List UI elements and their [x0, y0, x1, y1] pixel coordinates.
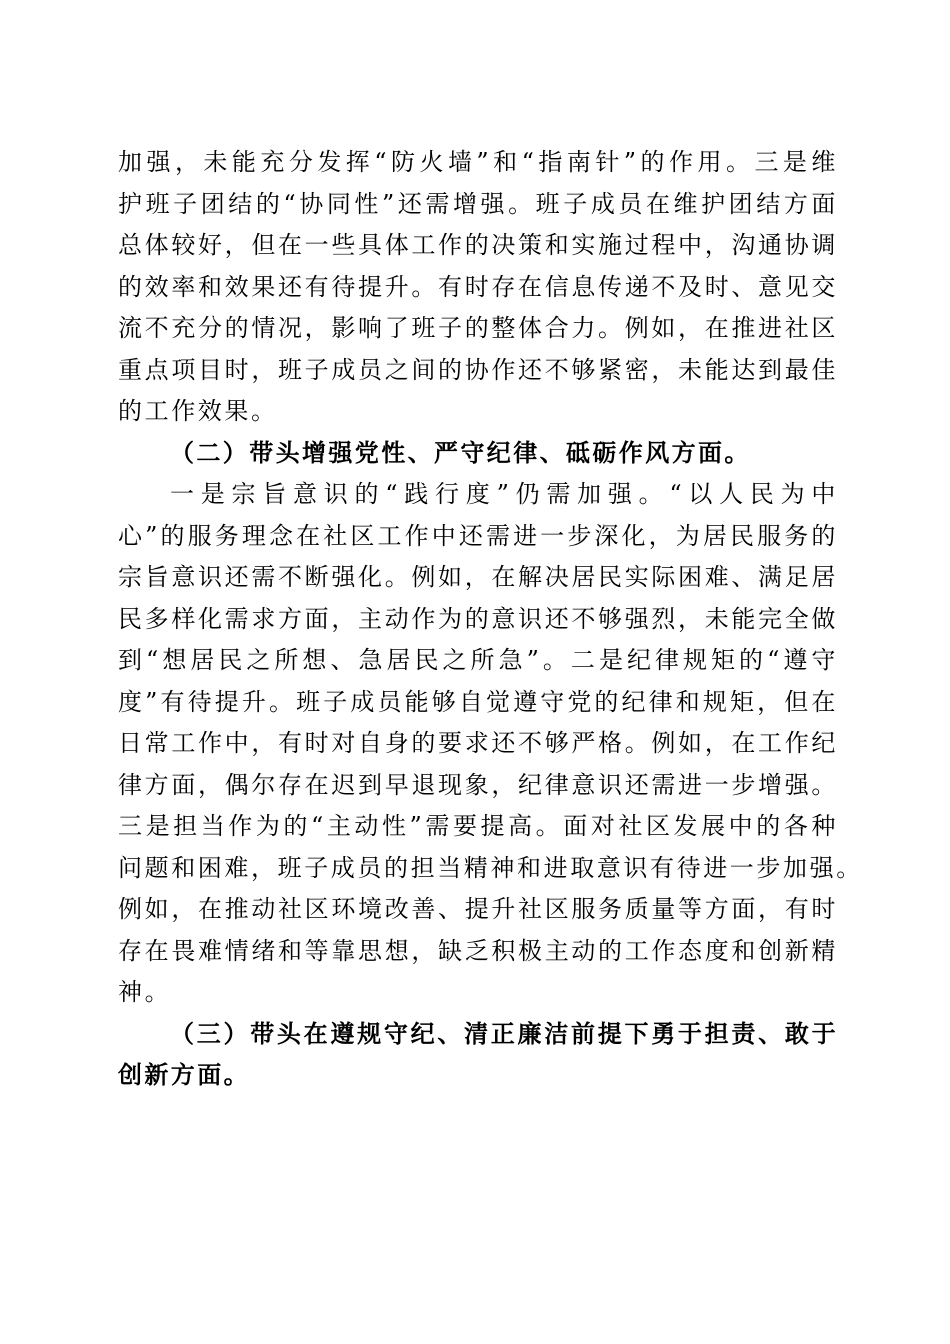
text-line: 度”有待提升。班子成员能够自觉遵守党的纪律和规矩，但在	[118, 687, 838, 716]
text-line: 民多样化需求方面，主动作为的意识还不够强烈，未能完全做	[118, 604, 838, 633]
text-line: 存在畏难情绪和等靠思想，缺乏积极主动的工作态度和创新精	[118, 936, 838, 965]
text-line: 到“想居民之所想、急居民之所急”。二是纪律规矩的“遵守	[118, 646, 838, 674]
document-body	[118, 142, 863, 1097]
text-line: 的工作效果。	[118, 397, 278, 425]
text-line: 总体较好，但在一些具体工作的决策和实施过程中，沟通协调	[118, 231, 838, 259]
text-line: （二）带头增强党性、严守纪律、砥砺作风方面。	[170, 438, 751, 467]
text-line: 三是担当作为的“主动性”需要提高。面对社区发展中的各种	[118, 812, 838, 840]
text-line: 护班子团结的“协同性”还需增强。班子成员在维护团结方面	[118, 189, 838, 218]
section-heading	[118, 433, 838, 475]
text-line: 的效率和效果还有待提升。有时存在信息传递不及时、意见交	[118, 272, 838, 301]
text-line: 一是宗旨意识的“践行度”仍需加强。“以人民为中	[170, 480, 838, 508]
text-line: 日常工作中，有时对自身的要求还不够严格。例如，在工作纪	[118, 729, 838, 757]
section-heading	[118, 1014, 838, 1097]
text-line: 创新方面。	[118, 1061, 250, 1089]
text-line: 宗旨意识还需不断强化。例如，在解决居民实际困难、满足居	[118, 563, 838, 591]
text-line: 神。	[118, 978, 172, 1006]
text-line: 重点项目时，班子成员之间的协作还不够紧密，未能达到最佳	[118, 355, 838, 384]
text-line: 例如，在推动社区环境改善、提升社区服务质量等方面，有时	[118, 895, 838, 923]
text-line: 流不充分的情况，影响了班子的整体合力。例如，在推进社区	[118, 314, 838, 342]
text-line: 加强，未能充分发挥“防火墙”和“指南针”的作用。三是维	[118, 148, 838, 176]
text-line: 心”的服务理念在社区工作中还需进一步深化，为居民服务的	[118, 521, 838, 550]
text-line: 问题和困难，班子成员的担当精神和进取意识有待进一步加强。	[118, 853, 863, 882]
text-line: （三）带头在遵规守纪、清正廉洁前提下勇于担责、敢于	[170, 1019, 838, 1048]
body-paragraph	[118, 474, 863, 1014]
text-line: 律方面，偶尔存在迟到早退现象，纪律意识还需进一步增强。	[118, 770, 838, 799]
body-paragraph	[118, 142, 838, 433]
